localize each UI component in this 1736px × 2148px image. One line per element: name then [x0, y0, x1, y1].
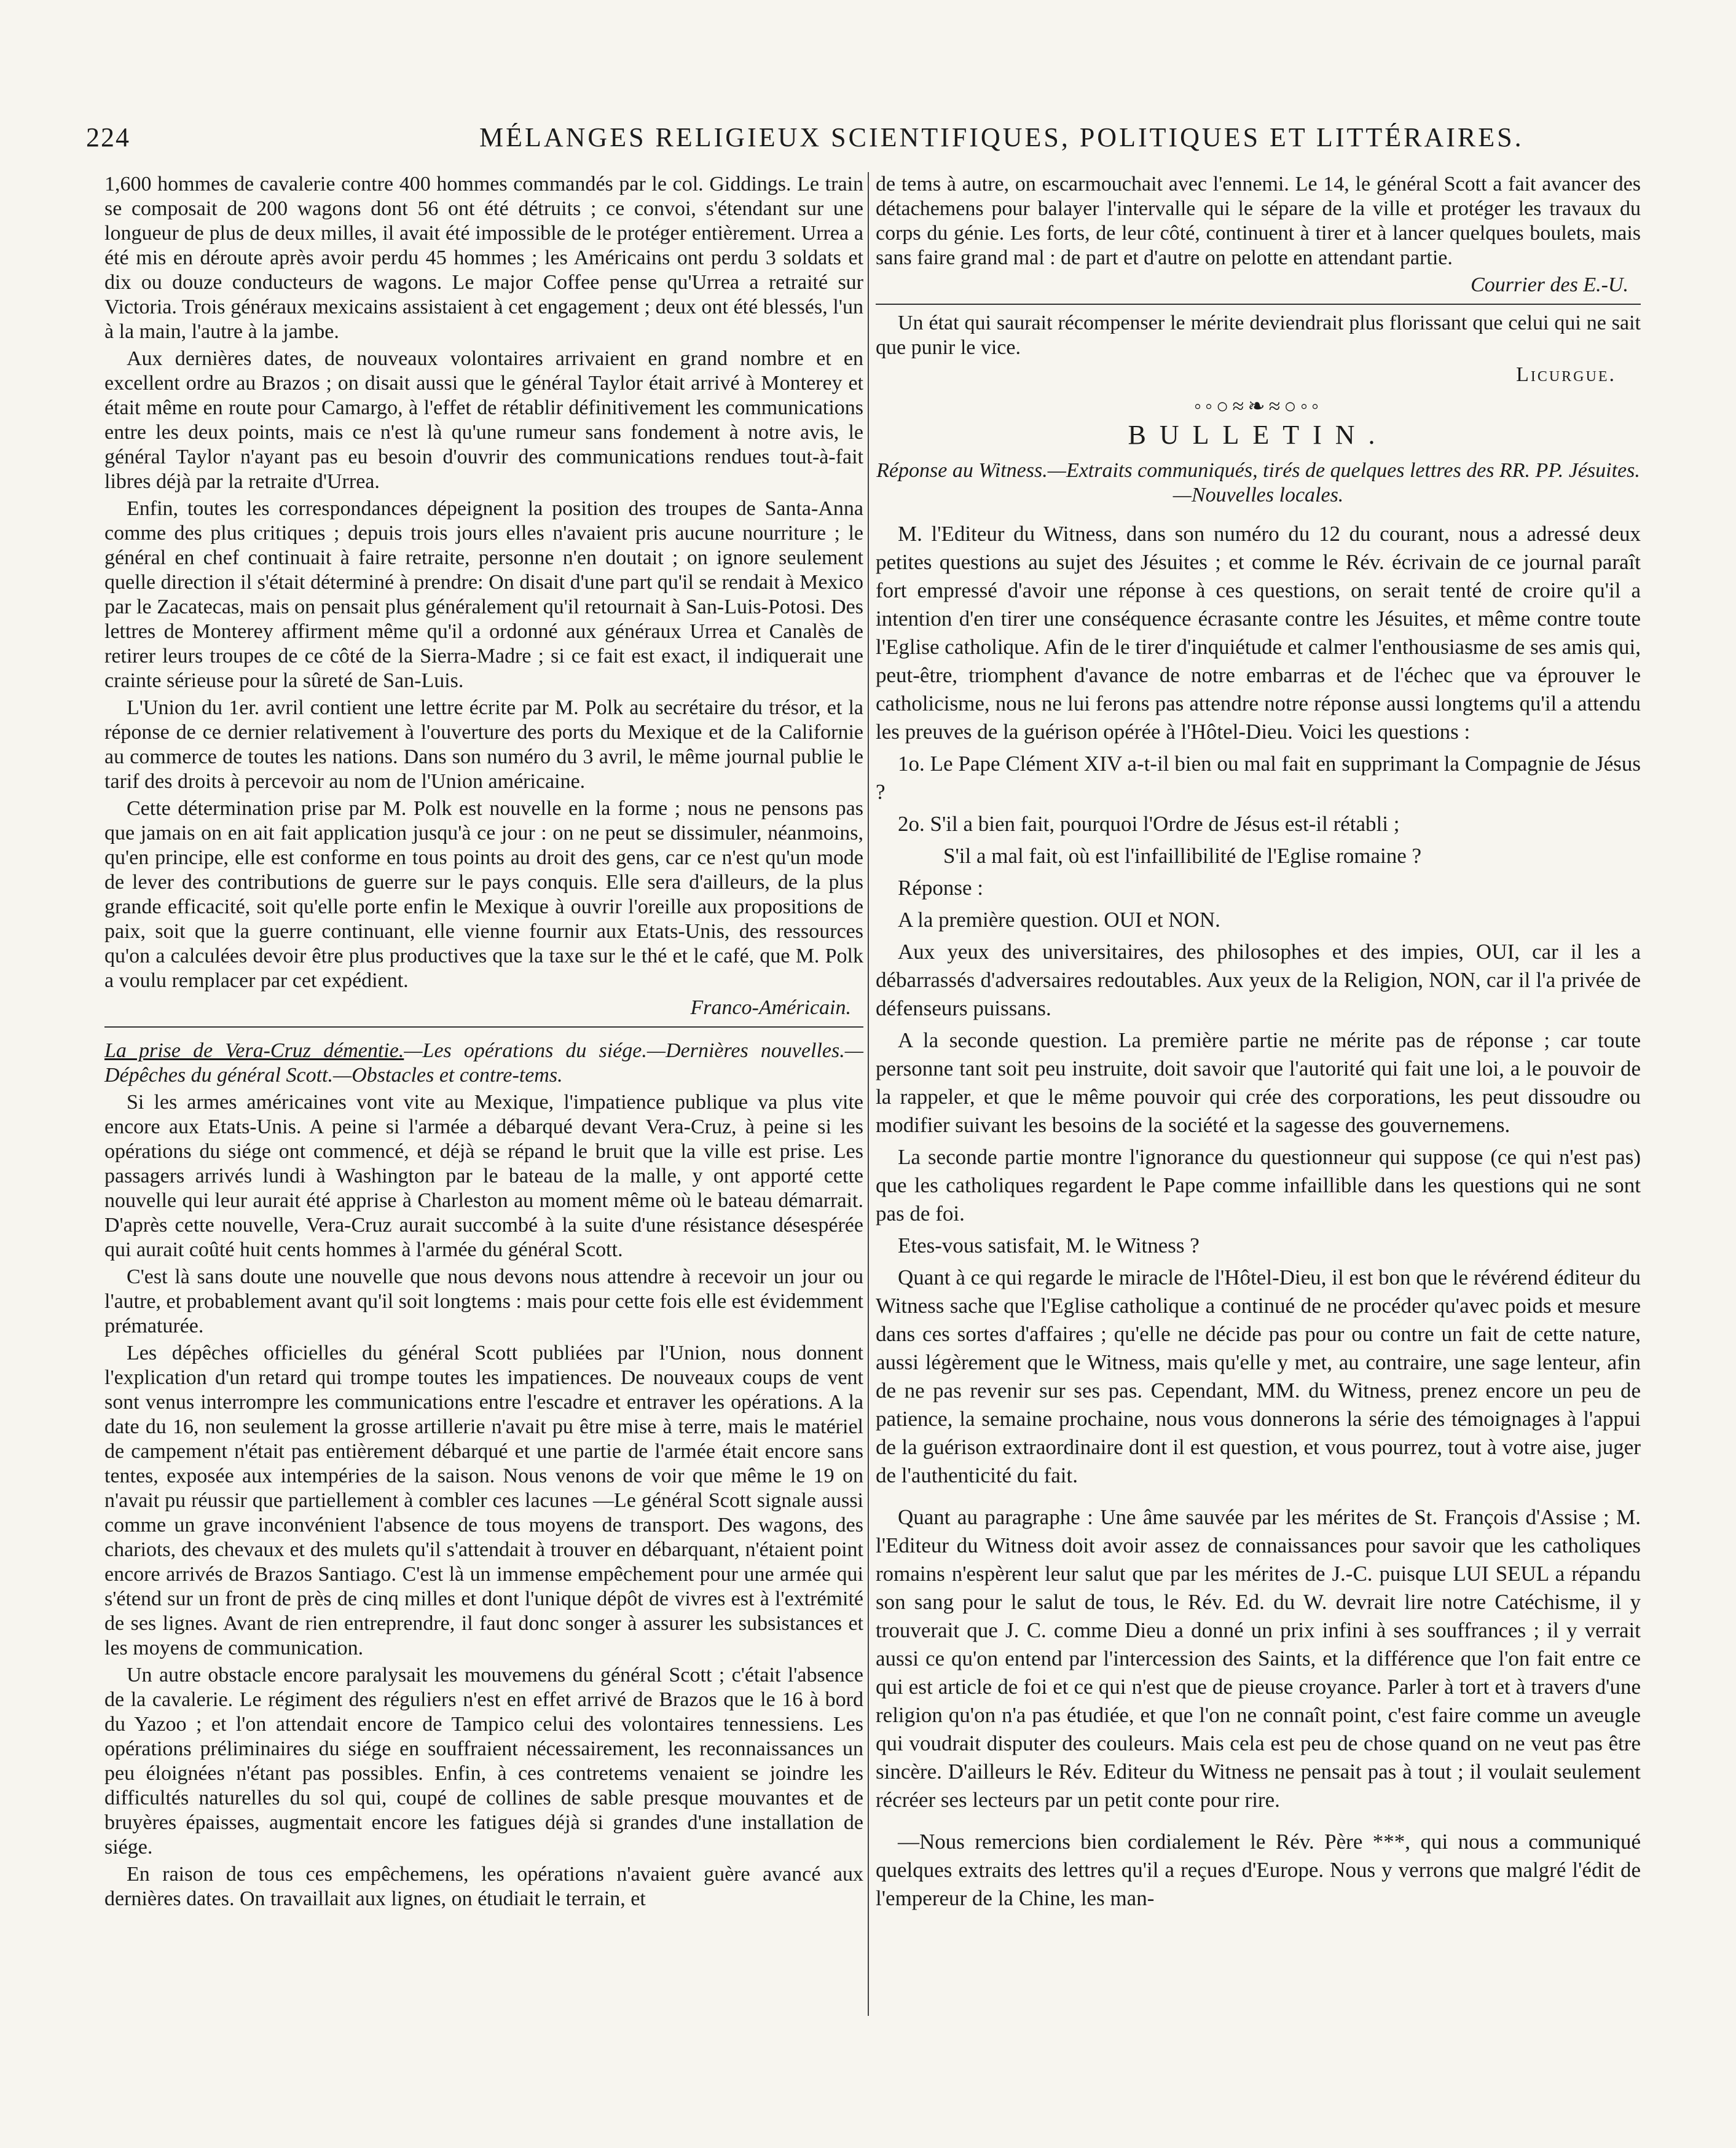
paragraph: de tems à autre, on escarmouchait avec l'ennemi. Le 14, le général Scott a fait avancer des détachemens pour balayer l'intervalle qui le sépare de la ville et protéger les travaux du corps du génie. Les forts, de leur côté, continuent à tirer et à lancer quelques boulets, mais sans faire grand mal : de part et d'autre on pelotte en attendant partie.: [876, 173, 1641, 269]
paragraph: A la seconde question. La première partie ne mérite pas de réponse ; car toute personne tant soit peu instruite, doit savoir que l'autorité qui fait une loi, a le pouvoir de la rappeler, et que le même pouvoir qui crée des corporations, les peut dissoudre ou modifier suivant les besoins de la société et la sagesse des gouvernemens.: [876, 1028, 1641, 1137]
paragraph: A la première question. OUI et NON.: [898, 908, 1220, 932]
paragraph: Aux dernières dates, de nouveaux volontaires arrivaient en grand nombre et en excellent ordre au Brazos ; on disait aussi que le général Taylor était arrivé à Monterey et était même en route pour Camargo, à l'effet de rétablir définitivement les communications entre les deux points, mais ce n'est là qu'une rumeur sans fondement à notre avis, le général Taylor n'ayant pas eu besoin d'ouvrir des communications rendues tout-à-fait libres déjà par la retraite d'Urrea.: [104, 347, 863, 493]
paragraph: Etes-vous satisfait, M. le Witness ?: [898, 1233, 1200, 1257]
section-heading-rest: —Les opérations du siége.—Dernières nouvelles.—Dépêches du général Scott.—Obstacles et contre-tems.: [104, 1039, 863, 1087]
paragraph: M. l'Editeur du Witness, dans son numéro du 12 du courant, nous a adressé deux petites questions au sujet des Jésuites ; et comme le Rév. écrivain de ce journal paraît fort empressé d'avoir une réponse à ces questions, on serait tenté de croire qu'il a intention d'en tirer une conséquence écrasante contre les Jésuites, et même contre toute l'Eglise catholique. Afin de le tirer d'inquiétude et calmer l'enthousiasme de ses amis qui, peut-être, triomphent d'avance de notre embarras et de l'échec que va éprouver le catholicisme, nous ne lui ferons pas attendre notre réponse aussi longtems qu'il a attendu les preuves de la guérison opérée à l'Hôtel-Dieu. Voici les questions :: [876, 522, 1641, 744]
signature: Courrier des E.-U.: [1471, 273, 1628, 296]
quote: Un état qui saurait récompenser le mérite deviendrait plus florissant que celui qui ne sait que punir le vice.: [876, 312, 1641, 359]
paragraph: L'Union du 1er. avril contient une lettre écrite par M. Polk au secrétaire du trésor, et la réponse de ce dernier relativement à l'ouverture des ports du Mexique et de la Californie au commerce de toutes les nations. Dans son numéro du 3 avril, le même journal publie le tarif des droits à percevoir au nom de l'Union américaine.: [104, 696, 863, 793]
paragraph: Quant à ce qui regarde le miracle de l'Hôtel-Dieu, il est bon que le révérend éditeur du Witness sache que l'Eglise catholique a continué de ne procéder qu'avec poids et mesure dans ces sortes d'affaires ; qu'elle ne décide pas pour ou contre un fait de cette nature, aussi légèrement que le Witness, mais qu'elle y met, au contraire, une sage lenteur, afin de ne pas revenir sur ses pas. Cependant, MM. du Witness, prenez encore un peu de patience, la semaine prochaine, nous vous donnerons la série des témoignages à l'appui de la guérison extraordinaire dont il est question, et vous pourrez, tout à votre aise, juger de l'authenticité du fait.: [876, 1265, 1641, 1487]
section-heading-lead: La prise de Vera-Cruz démentie.: [104, 1039, 404, 1062]
ornament-icon: ◦◦○≈❧≈○◦◦: [1193, 395, 1323, 418]
page-header: [74, 122, 1665, 159]
signature: Franco-Américain.: [690, 996, 851, 1019]
paragraph: 1,600 hommes de cavalerie contre 400 hommes commandés par le col. Giddings. Le train se composait de 200 wagons dont 56 ont été détruits ; ce convoi, s'étendant sur une longueur de plus de deux milles, il avait été impossible de le protéger entièrement. Urrea a été mis en déroute après avoir perdu 45 hommes ; les Américains ont perdu 3 soldats et dix ou douze conducteurs de wagons. Le major Coffee pense qu'Urrea a retraité sur Victoria. Trois généraux mexicains assistaient à cet engagement ; deux ont été blessés, l'un à la main, l'autre à la jambe.: [104, 173, 863, 343]
paragraph: La seconde partie montre l'ignorance du questionneur qui suppose (ce qui n'est pas) que les catholiques regardent le Pape comme infaillible dans les questions qui ne sont pas de foi.: [876, 1145, 1641, 1225]
paragraph: En raison de tous ces empêchemens, les opérations n'avaient guère avancé aux dernières dates. On travaillait aux lignes, on étudiait le terrain, et: [104, 1863, 863, 1910]
bulletin-title: BULLETIN.: [1128, 420, 1389, 450]
bulletin-body: [876, 520, 1641, 1913]
spacer: [876, 1818, 1641, 1828]
paragraph: —Nous remercions bien cordialement le Rév. Père ***, qui nous a communiqué quelques extraits des lettres qu'il a reçues d'Europe. Nous y verrons que malgré l'édit de l'empereur de la Chine, les man-: [876, 1830, 1641, 1910]
paragraph: Quant au paragraphe : Une âme sauvée par les mérites de St. François d'Assise ; M. l'Editeur du Witness doit avoir assez de connaissances pour savoir que les catholiques romains n'espèrent leur salut que par les mérites de J.-C. puisque LUI SEUL a répandu son sang pour le salut de tous, le Rév. Ed. du W. devrait lire notre Catéchisme, il y trouverait que J. C. comme Dieu a donné un prix infini à ses souffrances ; il y verrait aussi ce qu'on entend par l'intercession des Saints, et la différence que l'on fait entre ce qui est article de foi et ce qui n'est que de pieuse croyance. Parler à tort et à travers d'une religion qu'on n'a pas étudiée, et que l'on ne connaît point, c'est faire comme un aveugle qui voudrait disputer des couleurs. Mais cela est peu de chose quand on ne veut pas être sincère. D'ailleurs le Rév. Editeur du Witness ne pensait pas à tout ; il voulait seulement récréer ses lecteurs par un petit conte pour rire.: [876, 1505, 1641, 1812]
bulletin-subheading: Réponse au Witness.—Extraits communiqués, tirés de quelques lettres des RR. PP. Jésuites.—Nouvelles locales.: [876, 459, 1640, 506]
spacer: [876, 1493, 1641, 1503]
paragraph: Cette détermination prise par M. Polk est nouvelle en la forme ; nous ne pensons pas que jamais on en ait fait application jusqu'à ce jour : on ne peut se dissimuler, néanmoins, qu'en principe, elle est conforme en tous points au droit des gens, car ce n'est qu'un mode de lever des contributions de guerre sur le pays conquis. Elle sera d'ailleurs, de la plus grande efficacité, soit qu'elle porte enfin le Mexique à ouvrir l'oreille aux propositions de paix, soit que la guerre continuant, elle vienne fournir aux Etats-Unis, des ressources qu'on a calculées devoir être plus productives que la taxe sur le thé et le café, que M. Polk a voulu remplacer par cet expédient.: [104, 797, 863, 992]
signature: Licurgue.: [1516, 363, 1616, 386]
right-column: [876, 172, 1641, 1916]
running-head: MÉLANGES RELIGIEUX SCIENTIFIQUES, POLITIQUES ET LITTÉRAIRES.: [479, 122, 1524, 152]
question-1: 1o. Le Pape Clément XIV a-t-il bien ou mal fait en supprimant la Compagnie de Jésus ?: [876, 752, 1641, 804]
spacer: [876, 510, 1641, 520]
response-label: Réponse :: [898, 876, 984, 900]
section-heading: [104, 1039, 863, 1088]
left-column: [104, 172, 863, 1914]
page-number: 224: [86, 122, 130, 152]
question-3: S'il a mal fait, où est l'infaillibilité de l'Eglise romaine ?: [943, 844, 1422, 868]
divider: [876, 304, 1641, 305]
question-2: 2o. S'il a bien fait, pourquoi l'Ordre de Jésus est-il rétabli ;: [898, 812, 1400, 836]
paragraph: Les dépêches officielles du général Scott publiées par l'Union, nous donnent l'explication d'un retard qui trompe toutes les impatiences. De nouveaux coups de vent sont venus interrompre les communications entre l'escadre et entraver les opérations. A la date du 16, non seulement la grosse artillerie n'avait pu être mise à terre, mais le matériel de campement n'était pas entièrement débarqué et une partie de l'armée était encore sans tentes, exposée aux intempéries de la saison. Nous venons de voir que même le 19 on n'avait pu réussir que partiellement à combler ces lacunes —Le général Scott signale aussi comme un grave inconvénient l'absence de tous moyens de transport. Des wagons, des chariots, des chevaux et des mulets qu'il s'attendait à trouver en débarquant, n'étaient point encore arrivés de Brazos Santiago. C'est là un immense empêchement pour une armée qui s'étend sur un front de près de cinq milles et dont l'unique dépôt de vivres est à l'extrémité de ses lignes. Avant de rien entreprendre, il faut donc songer à assurer les subsistances et les moyens de communication.: [104, 1342, 863, 1659]
paragraph: Un autre obstacle encore paralysait les mouvemens du général Scott ; c'était l'absence de la cavalerie. Le régiment des réguliers n'est en effet arrivé de Brazos que le 16 à bord du Yazoo ; et l'on attendait encore de Tampico celui des volontaires tennessiens. Les opérations préliminaires du siége en souffraient nécessairement, les reconnaissances un peu éloignées n'étant pas possibles. Enfin, à ces contretems venaient se joindre les difficultés naturelles du sol qui, coupé de collines de sable presque mouvantes et de bruyères épaisses, augmentait encore les fatigues déjà si grandes d'une installation de siége.: [104, 1664, 863, 1859]
column-divider: [868, 172, 869, 2016]
paragraph: Enfin, toutes les correspondances dépeignent la position des troupes de Santa-Anna comme des plus critiques ; depuis trois jours elles n'avaient pris aucune nourriture ; le général en chef continuait à faire retraite, personne n'en doutait ; on ignore seulement quelle direction il s'était déterminé à prendre: On disait d'une part qu'il se rendait à Mexico par le Zacatecas, mais on pensait plus généralement qu'il retournait à San-Luis-Potosi. Des lettres de Monterey affirment même qu'il a ordonné aux généraux Urrea et Canalès de retirer leurs troupes de ce côté de la Sierra-Madre ; si ce fait est exact, il indiquerait une crainte sérieuse pour la sûreté de San-Luis.: [104, 497, 863, 692]
divider: [104, 1026, 863, 1028]
paragraph: Si les armes américaines vont vite au Mexique, l'impatience publique va plus vite encore aux Etats-Unis. A peine si l'armée a débarqué devant Vera-Cruz, à peine si les opérations du siége ont commencé, et déjà se répand le bruit que la ville est prise. Les passagers arrivés lundi à Washington par le bateau de la malle, y ont apporté cette nouvelle qui leur aurait été apprise à Charleston au moment même où le bateau démarrait. D'après cette nouvelle, Vera-Cruz aurait succombé à la suite d'une résistance désespérée qui aurait coûté huit cents hommes à l'armée du général Scott.: [104, 1091, 863, 1261]
paragraph: Aux yeux des universitaires, des philosophes et des impies, OUI, car il les a débarrassés d'adversaires redoutables. Aux yeux de la Religion, NON, car il l'a privée de défenseurs puissans.: [876, 940, 1641, 1020]
paragraph: C'est là sans doute une nouvelle que nous devons nous attendre à recevoir un jour ou l'autre, et probablement avant qu'il soit longtems : mais pour cette fois elle est évidemment prématurée.: [104, 1265, 863, 1337]
